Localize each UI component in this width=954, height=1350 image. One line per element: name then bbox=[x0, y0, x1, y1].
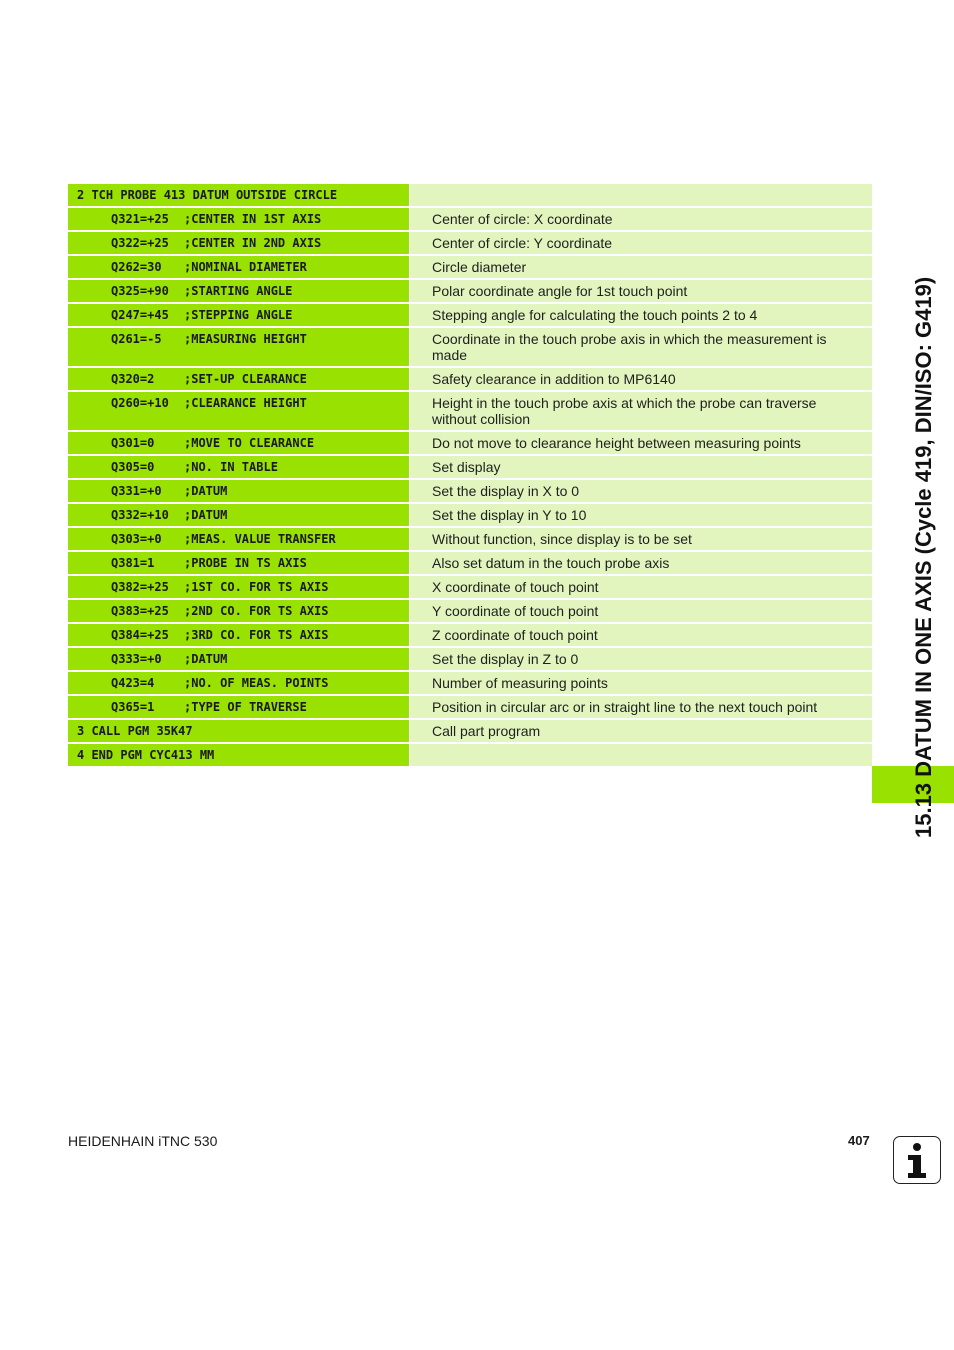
parameter: Q381=1 bbox=[111, 556, 155, 570]
table-row bbox=[68, 744, 872, 766]
nc-block-description: Call part program bbox=[410, 720, 872, 742]
nc-block-code bbox=[68, 600, 409, 622]
nc-block-description: Set the display in X to 0 bbox=[410, 480, 872, 502]
parameter: Q333=+0 bbox=[111, 652, 162, 666]
table-row bbox=[68, 504, 872, 526]
parameter: Q305=0 bbox=[111, 460, 155, 474]
nc-block-code bbox=[68, 744, 409, 766]
parameter-comment: ;3RD CO. FOR TS AXIS bbox=[184, 628, 329, 642]
parameter-comment: ;SET-UP CLEARANCE bbox=[184, 372, 307, 386]
nc-block-code bbox=[68, 304, 409, 326]
nc-block-code bbox=[68, 456, 409, 478]
parameter-comment: ;CENTER IN 1ST AXIS bbox=[184, 212, 322, 226]
parameter-comment: ;MEASURING HEIGHT bbox=[184, 332, 307, 346]
nc-block-description: Position in circular arc or in straight line to the next touch point bbox=[410, 696, 872, 718]
nc-block-description: Also set datum in the touch probe axis bbox=[410, 552, 872, 574]
parameter-comment: ;STEPPING ANGLE bbox=[184, 308, 293, 322]
parameter-comment: ;NO. IN TABLE bbox=[184, 460, 278, 474]
parameter-comment: ;PROBE IN TS AXIS bbox=[184, 556, 307, 570]
table-row bbox=[68, 624, 872, 646]
nc-block-code bbox=[68, 256, 409, 278]
parameter: Q382=+25 bbox=[111, 580, 169, 594]
nc-block-description: Without function, since display is to be set bbox=[410, 528, 872, 550]
parameter: Q321=+25 bbox=[111, 212, 169, 226]
parameter-comment: ;DATUM bbox=[184, 508, 228, 522]
nc-block-description: Circle diameter bbox=[410, 256, 872, 278]
nc-block-code bbox=[68, 368, 409, 390]
nc-block-line: 3 CALL PGM 35K47 bbox=[77, 724, 193, 738]
nc-block-code bbox=[68, 528, 409, 550]
nc-block-code bbox=[68, 232, 409, 254]
nc-block-description: Height in the touch probe axis at which the probe can traverse without collision bbox=[410, 392, 872, 430]
nc-block-code bbox=[68, 208, 409, 230]
parameter: Q261=-5 bbox=[111, 332, 162, 346]
table-row bbox=[68, 528, 872, 550]
parameter: Q384=+25 bbox=[111, 628, 169, 642]
parameter: Q301=0 bbox=[111, 436, 155, 450]
table-row bbox=[68, 456, 872, 478]
table-row bbox=[68, 280, 872, 302]
page-number: 407 bbox=[848, 1133, 870, 1148]
parameter: Q331=+0 bbox=[111, 484, 162, 498]
nc-block-code bbox=[68, 480, 409, 502]
nc-block-code bbox=[68, 552, 409, 574]
table-row bbox=[68, 480, 872, 502]
parameter: Q332=+10 bbox=[111, 508, 169, 522]
nc-block-code bbox=[68, 720, 409, 742]
table-row bbox=[68, 672, 872, 694]
parameter: Q303=+0 bbox=[111, 532, 162, 546]
parameter-comment: ;NO. OF MEAS. POINTS bbox=[184, 676, 329, 690]
parameter: Q365=1 bbox=[111, 700, 155, 714]
nc-block-code bbox=[68, 624, 409, 646]
parameter: Q383=+25 bbox=[111, 604, 169, 618]
parameter-comment: ;MOVE TO CLEARANCE bbox=[184, 436, 315, 450]
table-row bbox=[68, 392, 872, 430]
parameter-comment: ;DATUM bbox=[184, 484, 228, 498]
nc-block-description: Set display bbox=[410, 456, 872, 478]
parameter-comment: ;DATUM bbox=[184, 652, 228, 666]
nc-block-description: Safety clearance in addition to MP6140 bbox=[410, 368, 872, 390]
parameter: Q320=2 bbox=[111, 372, 155, 386]
nc-block-description: Y coordinate of touch point bbox=[410, 600, 872, 622]
nc-block-code bbox=[68, 392, 409, 430]
footer-product-name: HEIDENHAIN iTNC 530 bbox=[68, 1133, 218, 1149]
parameter-comment: ;MEAS. VALUE TRANSFER bbox=[184, 532, 336, 546]
parameter-comment: ;CENTER IN 2ND AXIS bbox=[184, 236, 322, 250]
table-row bbox=[68, 208, 872, 230]
nc-block-line: 2 TCH PROBE 413 DATUM OUTSIDE CIRCLE bbox=[77, 188, 338, 202]
nc-block-description bbox=[410, 744, 872, 766]
section-side-title: 15.13 DATUM IN ONE AXIS (Cycle 419, DIN/ISO: G419) bbox=[911, 276, 936, 838]
table-row bbox=[68, 232, 872, 254]
nc-block-code bbox=[68, 184, 409, 206]
table-row bbox=[68, 600, 872, 622]
nc-block-code bbox=[68, 648, 409, 670]
table-row bbox=[68, 648, 872, 670]
nc-block-code bbox=[68, 432, 409, 454]
table-row bbox=[68, 552, 872, 574]
table-row bbox=[68, 328, 872, 366]
table-row bbox=[68, 256, 872, 278]
nc-block-description: Set the display in Z to 0 bbox=[410, 648, 872, 670]
parameter: Q322=+25 bbox=[111, 236, 169, 250]
nc-block-code bbox=[68, 280, 409, 302]
parameter-comment: ;NOMINAL DIAMETER bbox=[184, 260, 307, 274]
table-row bbox=[68, 432, 872, 454]
table-row bbox=[68, 368, 872, 390]
parameter: Q260=+10 bbox=[111, 396, 169, 410]
nc-block-description: Center of circle: Y coordinate bbox=[410, 232, 872, 254]
nc-block-description: Center of circle: X coordinate bbox=[410, 208, 872, 230]
nc-block-code bbox=[68, 696, 409, 718]
parameter-comment: ;TYPE OF TRAVERSE bbox=[184, 700, 307, 714]
nc-block-description: Set the display in Y to 10 bbox=[410, 504, 872, 526]
nc-block-description: Number of measuring points bbox=[410, 672, 872, 694]
parameter-comment: ;2ND CO. FOR TS AXIS bbox=[184, 604, 329, 618]
table-row bbox=[68, 184, 872, 206]
table-row bbox=[68, 304, 872, 326]
table-row bbox=[68, 720, 872, 742]
parameter-comment: ;1ST CO. FOR TS AXIS bbox=[184, 580, 329, 594]
nc-block-code bbox=[68, 328, 409, 366]
nc-block-description bbox=[410, 184, 872, 206]
nc-block-line: 4 END PGM CYC413 MM bbox=[77, 748, 215, 762]
nc-block-description: Stepping angle for calculating the touch points 2 to 4 bbox=[410, 304, 872, 326]
nc-block-description: Coordinate in the touch probe axis in which the measurement is made bbox=[410, 328, 872, 366]
nc-block-code bbox=[68, 672, 409, 694]
table-row bbox=[68, 576, 872, 598]
nc-block-code bbox=[68, 504, 409, 526]
parameter: Q262=30 bbox=[111, 260, 162, 274]
parameter-comment: ;STARTING ANGLE bbox=[184, 284, 293, 298]
nc-block-description: Z coordinate of touch point bbox=[410, 624, 872, 646]
nc-program-table bbox=[68, 184, 872, 768]
parameter-comment: ;CLEARANCE HEIGHT bbox=[184, 396, 307, 410]
nc-block-description: Polar coordinate angle for 1st touch point bbox=[410, 280, 872, 302]
parameter: Q423=4 bbox=[111, 676, 155, 690]
parameter: Q247=+45 bbox=[111, 308, 169, 322]
nc-block-description: Do not move to clearance height between measuring points bbox=[410, 432, 872, 454]
parameter: Q325=+90 bbox=[111, 284, 169, 298]
nc-block-code bbox=[68, 576, 409, 598]
nc-block-description: X coordinate of touch point bbox=[410, 576, 872, 598]
table-row bbox=[68, 696, 872, 718]
info-icon bbox=[893, 1136, 941, 1184]
